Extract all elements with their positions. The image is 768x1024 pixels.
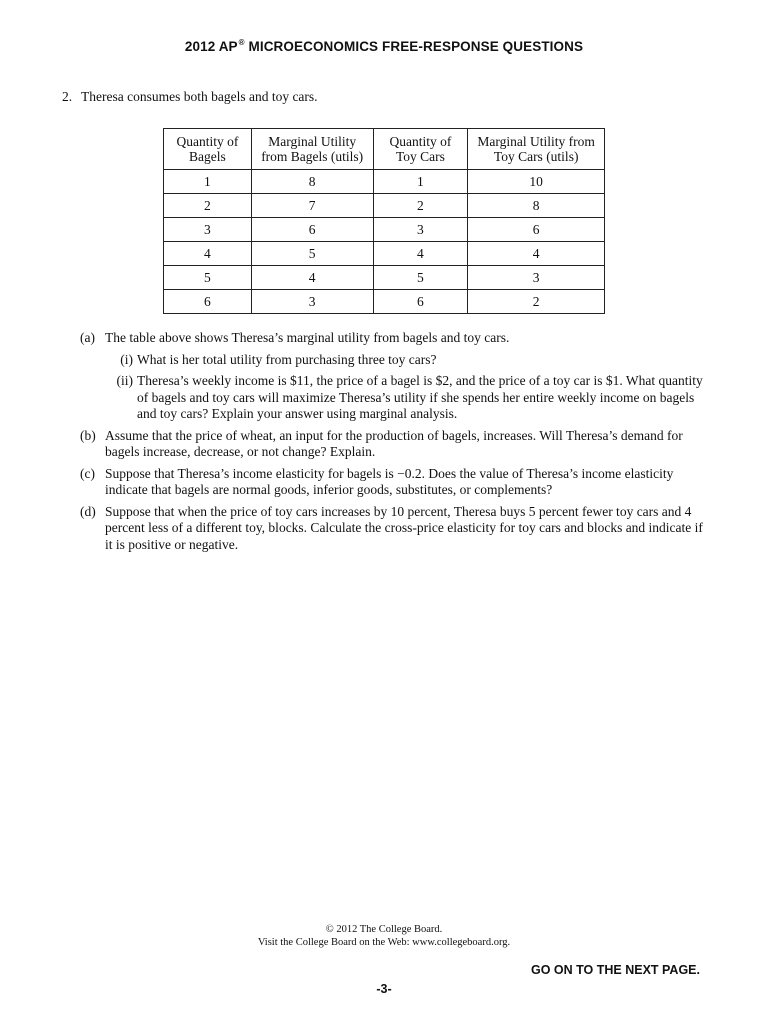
question-number: 2.: [62, 89, 73, 104]
part-label: (b): [80, 427, 96, 443]
header-quantity-toy-cars: Quantity of Toy Cars: [373, 129, 468, 170]
table-cell: 5: [373, 266, 468, 290]
utility-table: [163, 128, 605, 314]
table-cell: 1: [373, 170, 468, 194]
table-cell: 4: [468, 242, 605, 266]
table-header-row: [164, 129, 605, 170]
table-row: [164, 242, 605, 266]
table-cell: 6: [468, 218, 605, 242]
title-prefix: 2012 AP: [184, 39, 238, 54]
title-suffix: MICROECONOMICS FREE-RESPONSE QUESTIONS: [244, 39, 584, 54]
website-line: Visit the College Board on the Web: www.collegeboard.org.: [257, 937, 511, 948]
part-d: [80, 504, 710, 554]
subpart-ii: [107, 373, 710, 423]
table-cell: 6: [251, 218, 373, 242]
part-label: (a): [80, 330, 95, 345]
part-text: Suppose that Theresa’s income elasticity for bagels is −0.2. Does the value of Theresa’s income elasticity indicate that bagels are normal goods, inferior goods, substitutes, or complements?: [105, 465, 674, 497]
table-row: [164, 170, 605, 194]
table-cell: 3: [373, 218, 468, 242]
part-label: (c): [80, 465, 95, 481]
table-cell: 8: [251, 170, 373, 194]
subpart-text: What is her total utility from purchasing three toy cars?: [137, 351, 437, 367]
table-cell: 10: [468, 170, 605, 194]
table-cell: 3: [164, 218, 252, 242]
table-row: [164, 290, 605, 314]
table-cell: 5: [251, 242, 373, 266]
part-text: Assume that the price of wheat, an input for the production of bagels, increases. Will Theresa’s demand for bagels increase, decrease, or not change? Explain.: [105, 427, 683, 459]
part-b: [80, 428, 710, 461]
table-cell: 2: [468, 290, 605, 314]
subpart-label: (i): [120, 351, 133, 367]
table-cell: 8: [468, 194, 605, 218]
table-cell: 2: [373, 194, 468, 218]
registered-mark: ®: [238, 38, 245, 47]
footer-copyright: [0, 923, 768, 949]
table-cell: 6: [373, 290, 468, 314]
part-text: The table above shows Theresa’s marginal utility from bagels and toy cars.: [105, 330, 510, 345]
table-cell: 6: [164, 290, 252, 314]
subpart-label: (ii): [116, 373, 133, 388]
part-c: [80, 466, 710, 499]
part-text: Suppose that when the price of toy cars increases by 10 percent, Theresa buys 5 percent fewer toy cars and 4 percent less of a different toy, blocks. Calculate the cross-price elasticity for toy cars and blocks and indicate if it is positive or negative.: [105, 503, 703, 552]
header-mu-toy-cars: Marginal Utility from Toy Cars (utils): [468, 129, 605, 170]
table-cell: 3: [251, 290, 373, 314]
table-cell: 4: [164, 242, 252, 266]
table-row: [164, 218, 605, 242]
table-cell: 4: [373, 242, 468, 266]
table-cell: 3: [468, 266, 605, 290]
copyright-line: © 2012 The College Board.: [325, 924, 443, 935]
part-a: [80, 330, 710, 423]
question-intro: [62, 89, 318, 105]
page-title: [0, 38, 768, 54]
question-parts: [80, 330, 710, 558]
table-row: [164, 266, 605, 290]
header-mu-bagels: Marginal Utility from Bagels (utils): [251, 129, 373, 170]
subpart-text: Theresa’s weekly income is $11, the price of a bagel is $2, and the price of a toy car is $1. What quantity of bagels and toy cars will maximize Theresa’s utility if she spends her entire weekly income on bagels and toy cars? Explain your answer using marginal analysis.: [137, 373, 703, 421]
table-cell: 7: [251, 194, 373, 218]
question-intro-text: Theresa consumes both bagels and toy cars.: [81, 89, 318, 104]
table-cell: 5: [164, 266, 252, 290]
table-cell: 1: [164, 170, 252, 194]
table-row: [164, 194, 605, 218]
table-cell: 2: [164, 194, 252, 218]
header-quantity-bagels: Quantity of Bagels: [164, 129, 252, 170]
page-number: -3-: [376, 982, 392, 996]
go-on-notice: GO ON TO THE NEXT PAGE.: [530, 963, 700, 977]
subpart-i: [107, 352, 710, 369]
part-label: (d): [80, 503, 96, 519]
table-cell: 4: [251, 266, 373, 290]
